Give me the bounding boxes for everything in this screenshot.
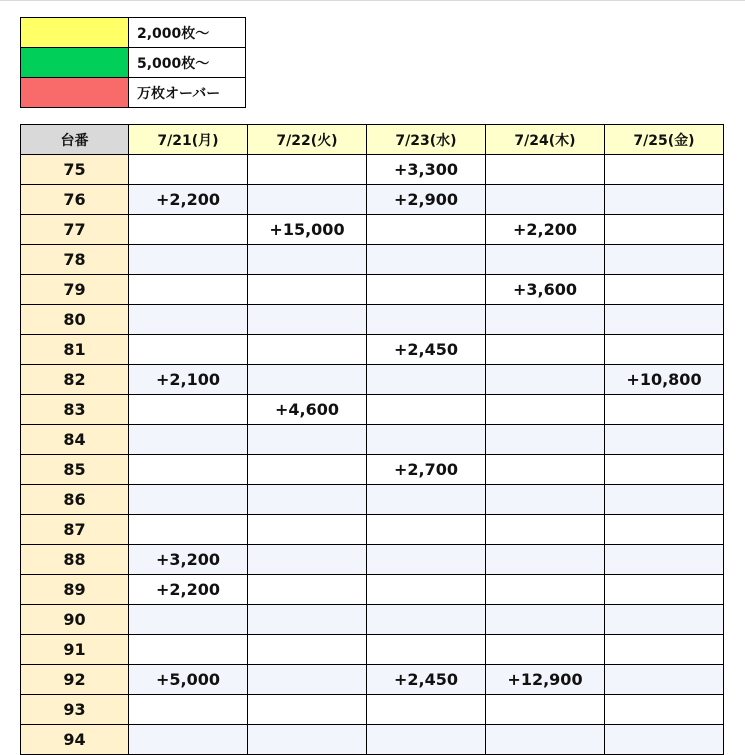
result-cell [248,155,367,185]
result-cell [129,635,248,665]
table-row [21,635,724,665]
result-cell [486,515,605,545]
result-cell [248,245,367,275]
result-cell [486,725,605,755]
machine-number: 87 [21,515,129,545]
table-row [21,245,724,275]
header-machine-number: 台番 [21,125,129,155]
result-cell [367,365,486,395]
table-row [21,605,724,635]
result-cell [605,275,724,305]
legend-row [21,78,246,108]
header-date: 7/22(火) [248,125,367,155]
header-date: 7/25(金) [605,125,724,155]
result-cell: +2,200 [129,185,248,215]
result-cell: +15,000 [248,215,367,245]
result-cell [486,155,605,185]
result-cell [605,185,724,215]
header-date: 7/21(月) [129,125,248,155]
table-row [21,215,724,245]
result-cell [486,305,605,335]
result-cell [248,665,367,695]
result-cell [129,425,248,455]
table-row [21,185,724,215]
result-cell [486,695,605,725]
machine-number: 90 [21,605,129,635]
result-cell [367,245,486,275]
result-cell [367,305,486,335]
result-cell [367,275,486,305]
legend-label: 2,000枚～ [129,18,246,48]
result-cell [248,695,367,725]
result-cell [486,365,605,395]
result-cell [129,245,248,275]
machine-number: 94 [21,725,129,755]
result-cell [367,695,486,725]
result-cell [129,335,248,365]
result-cell: +10,800 [605,365,724,395]
result-cell [367,395,486,425]
result-cell [129,695,248,725]
result-cell [129,155,248,185]
result-cell [367,425,486,455]
result-cell [605,155,724,185]
result-cell [605,605,724,635]
header-date: 7/23(水) [367,125,486,155]
table-row [21,515,724,545]
machine-number: 85 [21,455,129,485]
color-legend [20,17,246,108]
result-cell [486,395,605,425]
result-cell: +2,450 [367,665,486,695]
result-cell [129,515,248,545]
result-cell [248,275,367,305]
result-cell [129,455,248,485]
result-cell: +2,200 [129,575,248,605]
result-cell: +2,900 [367,185,486,215]
machine-number: 88 [21,545,129,575]
result-cell [129,605,248,635]
results-table [20,124,724,755]
result-cell [248,485,367,515]
machine-number: 77 [21,215,129,245]
result-cell [486,545,605,575]
result-cell [367,635,486,665]
result-cell [248,335,367,365]
result-cell [605,335,724,365]
result-cell [129,275,248,305]
result-cell [605,215,724,245]
result-cell [129,725,248,755]
result-cell [486,575,605,605]
legend-swatch [21,78,129,108]
header-date: 7/24(木) [486,125,605,155]
result-cell [605,485,724,515]
machine-number: 89 [21,575,129,605]
result-cell [248,515,367,545]
result-cell [248,185,367,215]
result-cell: +4,600 [248,395,367,425]
legend-label: 万枚オーバー [129,78,246,108]
result-cell [248,365,367,395]
machine-number: 84 [21,425,129,455]
result-cell [129,395,248,425]
result-cell: +2,100 [129,365,248,395]
machine-number: 91 [21,635,129,665]
result-cell: +3,600 [486,275,605,305]
result-cell: +3,200 [129,545,248,575]
machine-number: 78 [21,245,129,275]
machine-number: 83 [21,395,129,425]
result-cell: +2,200 [486,215,605,245]
result-cell [367,545,486,575]
result-cell [367,575,486,605]
machine-number: 86 [21,485,129,515]
machine-number: 92 [21,665,129,695]
table-row [21,155,724,185]
result-cell [248,575,367,605]
result-cell [605,425,724,455]
top-border [0,0,745,1]
machine-number: 75 [21,155,129,185]
result-cell [367,605,486,635]
table-row [21,275,724,305]
legend-row [21,18,246,48]
result-cell: +2,450 [367,335,486,365]
table-row [21,335,724,365]
result-cell [486,425,605,455]
result-cell [486,455,605,485]
table-row [21,365,724,395]
table-row [21,425,724,455]
machine-number: 80 [21,305,129,335]
result-cell [248,635,367,665]
result-cell: +2,700 [367,455,486,485]
result-cell [486,335,605,365]
result-cell [367,515,486,545]
result-cell [248,545,367,575]
table-row [21,665,724,695]
machine-number: 82 [21,365,129,395]
table-row [21,485,724,515]
machine-number: 81 [21,335,129,365]
table-row [21,455,724,485]
legend-swatch [21,18,129,48]
result-cell [605,455,724,485]
result-cell [248,305,367,335]
result-cell [367,725,486,755]
machine-number: 79 [21,275,129,305]
result-cell [248,455,367,485]
table-row [21,395,724,425]
result-cell [605,515,724,545]
result-cell [605,695,724,725]
result-cell [129,485,248,515]
result-cell [486,245,605,275]
table-row [21,695,724,725]
legend-swatch [21,48,129,78]
result-cell [248,425,367,455]
machine-number: 76 [21,185,129,215]
result-cell: +5,000 [129,665,248,695]
result-cell [248,605,367,635]
result-cell [129,305,248,335]
result-cell [486,185,605,215]
result-cell [605,245,724,275]
table-row [21,305,724,335]
machine-number: 93 [21,695,129,725]
result-cell [367,485,486,515]
result-cell [605,395,724,425]
result-cell [486,635,605,665]
result-cell [605,725,724,755]
table-row [21,575,724,605]
result-cell [486,605,605,635]
result-cell [605,635,724,665]
table-row [21,545,724,575]
result-cell: +12,900 [486,665,605,695]
result-cell [248,725,367,755]
header-row [21,125,724,155]
legend-row [21,48,246,78]
result-cell [486,485,605,515]
result-cell [605,305,724,335]
result-cell [605,575,724,605]
result-cell [367,215,486,245]
result-cell: +3,300 [367,155,486,185]
legend-label: 5,000枚～ [129,48,246,78]
result-cell [605,665,724,695]
result-cell [129,215,248,245]
table-row [21,725,724,755]
result-cell [605,545,724,575]
